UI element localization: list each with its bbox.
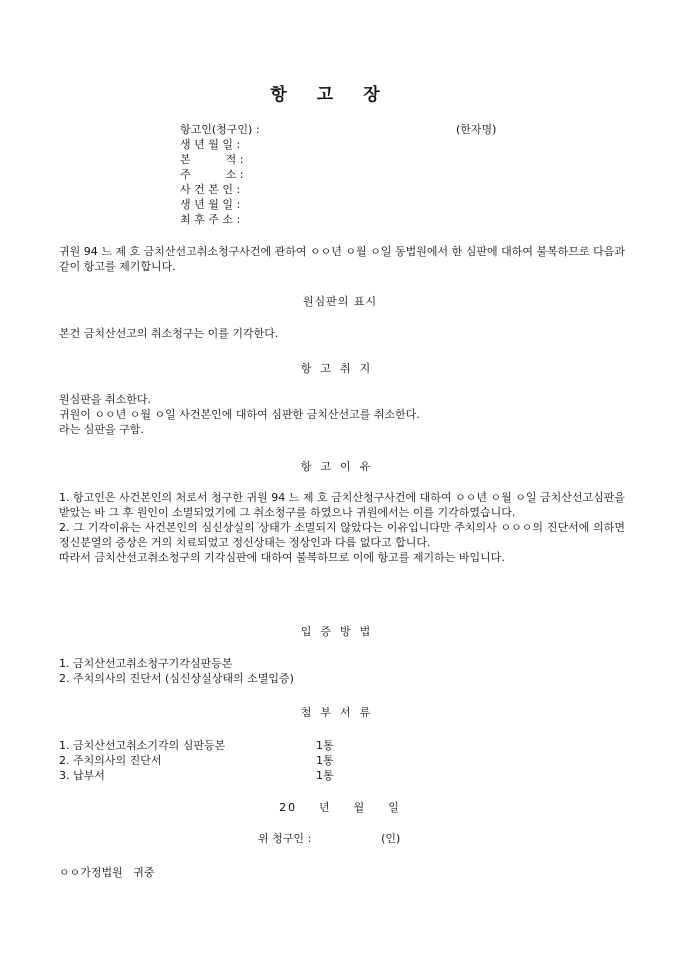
evidence-item: 2. 주치의사의 진단서 (심신상실상태의 소멸입증) [59,672,294,685]
party-field-label: 생 년 월 일 : [180,198,241,211]
hanja-name-note: (한자명) [456,123,497,136]
attachment-item-qty: 1통 [316,739,334,752]
attachment-item-name: 2. 주치의사의 진단서 [59,754,162,767]
attachment-item-qty: 1통 [316,754,334,767]
court-addressee: ㅇㅇ가정법원 귀중 [59,866,155,879]
intro-paragraph: 귀원 94 느 제 호 금치산선고취소청구사건에 관하여 ㅇㅇ년 ㅇ월 ㅇ일 동법원에서 한 심판에 대하여 불복하므로 다음과 같이 항고를 제기합니다. [59,245,625,273]
evidence-item: 1. 금치산선고취소청구기각심판등본 [59,657,233,670]
document-title: 항고장 [270,85,410,105]
reason-paragraph-2: 2. 그 기각이유는 사건본인의 심신상실의 상태가 소멸되지 않았다는 이유입니다만 주치의사 ㅇㅇㅇ의 진단서에 의하면 정신분열의 증상은 거의 치료되었고 정신상태는 정상인과 다름 없다고 합니다. [59,521,625,549]
appeal-purpose-line: 귀원이 ㅇㅇ년 ㅇ월 ㅇ일 사건본인에 대하여 심판한 금치산선고를 취소한다. [59,408,420,421]
appeal-purpose-line: 원심판을 취소한다. [59,393,152,406]
reason-paragraph-1: 1. 항고인은 사건본인의 처로서 청구한 귀원 94 느 제 호 금치산청구사건에 대하여 ㅇㅇ년 ㅇ월 ㅇ일 금치산선고심판을 받았는 바 그 후 원인이 소멸되었기에 그 취소청구를 하였으나 귀원에서는 이를 기각하였습니다. [59,491,625,519]
reason-paragraph-3: 따라서 금치산선고취소청구의 기각심판에 대하여 불복하므로 이에 항고를 제기하는 바입니다. [59,551,505,564]
party-field-label: 주 소 : [180,168,244,181]
section-heading-appeal-reasons: 항고이유 [300,460,380,473]
party-field-label: 생 년 월 일 : [180,138,241,151]
filing-date: 20 년 월 일 [279,801,401,814]
section-heading-appeal-purpose: 항고취지 [300,362,380,375]
appeal-reasons [59,490,625,565]
attachment-item-name: 3. 납부서 [59,769,105,782]
party-field-label: 항고인(청구인) : [180,123,260,136]
party-field-label: 사 건 본 인 : [180,183,241,196]
original-judgment-text: 본건 금치산선고의 취소청구는 이를 기각한다. [59,327,279,340]
attachment-item-qty: 1통 [316,769,334,782]
claimant-signature-line: 위 청구인 : (인) [258,832,401,845]
section-heading-original-judgment: 원심판의 표시 [302,295,378,308]
appeal-purpose-lines [59,392,625,437]
section-heading-evidence: 입증방법 [300,625,380,638]
section-heading-attachments: 첨부서류 [300,706,380,719]
party-field-label: 최 후 주 소 : [180,213,241,226]
attachment-item-name: 1. 금치산선고취소기각의 심판등본 [59,739,226,752]
appeal-purpose-line: 라는 심판을 구함. [59,423,144,436]
party-field-label: 본 적 : [180,153,244,166]
